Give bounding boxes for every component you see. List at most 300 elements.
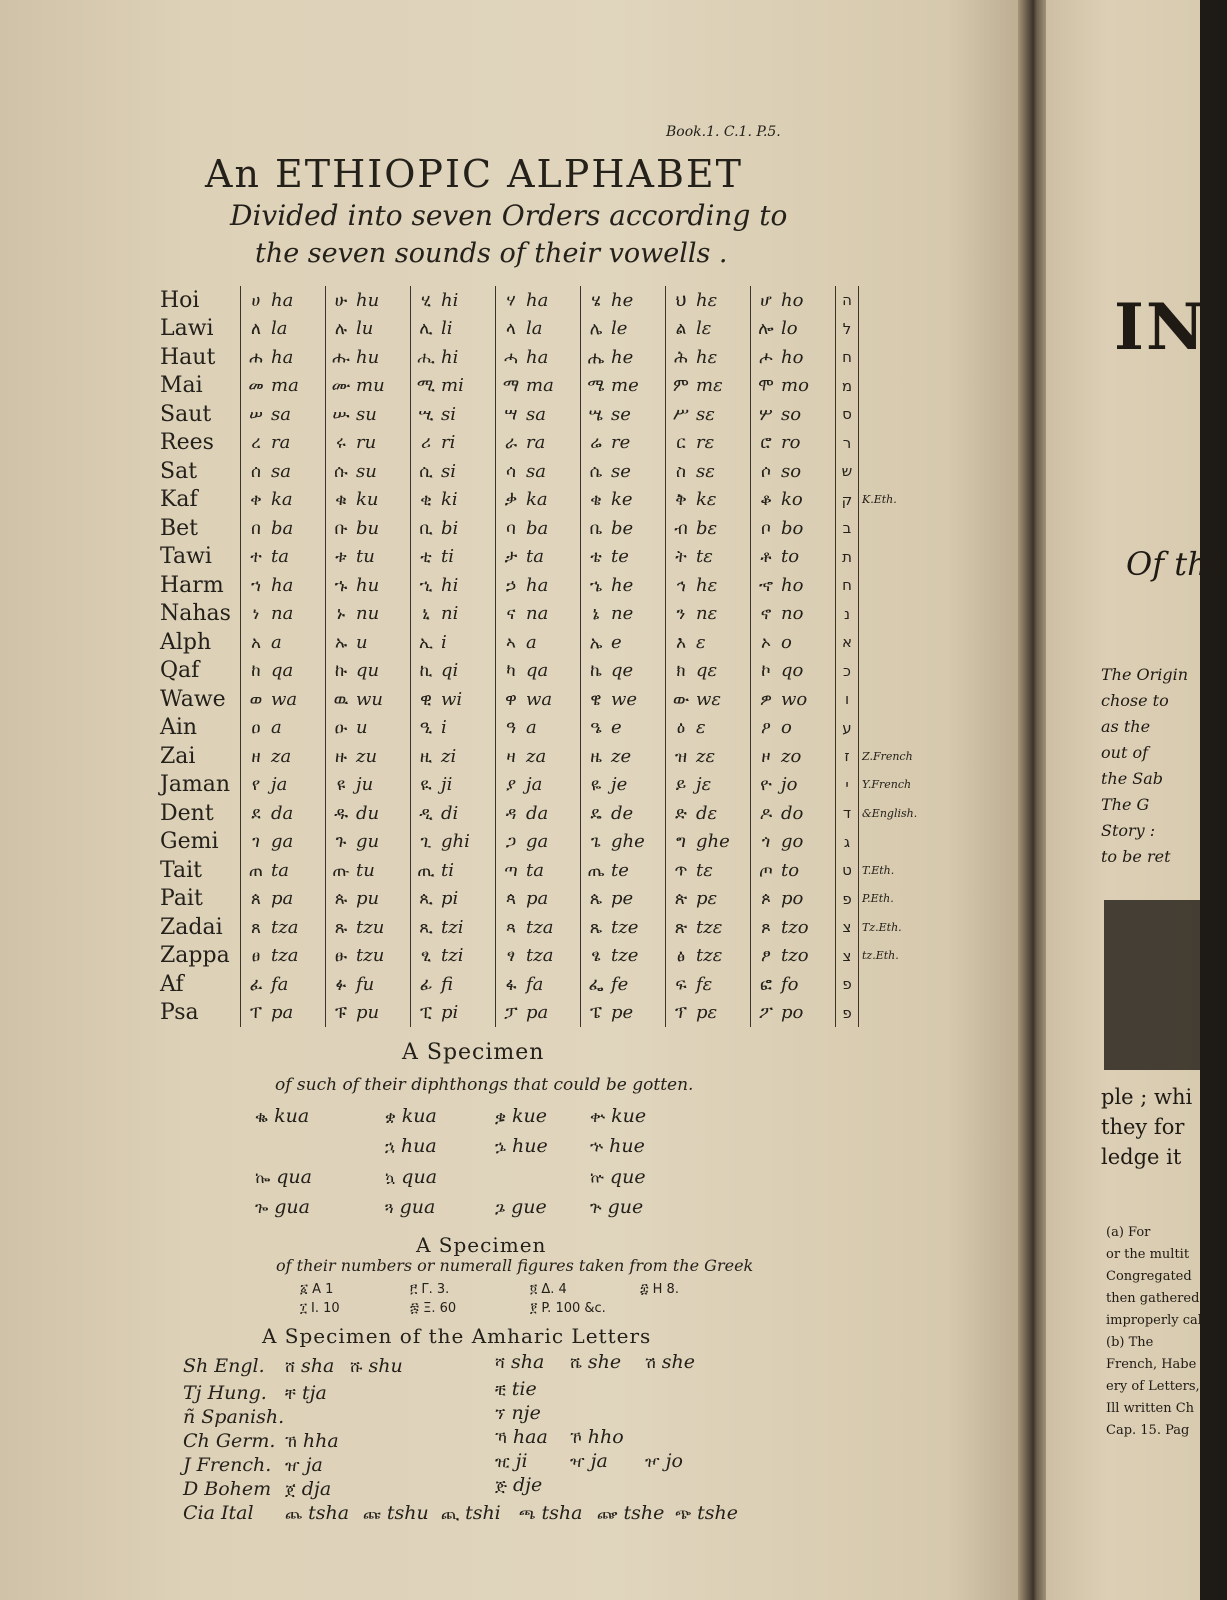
ethiopic-glyph: ሃ [506, 290, 516, 311]
right-footnote: or the multit [1106, 1247, 1190, 1262]
transliteration: tshe [623, 1502, 665, 1524]
alphabet-row [160, 856, 922, 885]
ethiopic-glyph: ዛ [506, 746, 516, 767]
ethiopic-glyph: ሠ [249, 404, 263, 425]
transliteration: pa [526, 1002, 549, 1024]
ethiopic-glyph: ባ [506, 518, 516, 539]
transliteration: pε [696, 1002, 718, 1024]
syllable-cell [751, 343, 836, 372]
ethiopic-glyph: ዶ [759, 803, 773, 824]
ethiopic-glyph: ሌ [589, 319, 603, 340]
ethiopic-glyph: ጣ [504, 860, 518, 881]
hebrew-letter: י [836, 771, 859, 800]
transliteration: mo [781, 375, 809, 397]
transliteration: ka [526, 489, 548, 511]
syllable-cell [411, 514, 496, 543]
side-note [859, 685, 923, 714]
transliteration: hε [696, 346, 718, 368]
transliteration: tzu [356, 916, 385, 938]
ethiopic-glyph: ሐ [249, 347, 263, 368]
letter-name: Ain [160, 715, 198, 741]
ethiopic-glyph: ሬ [590, 433, 602, 454]
ethiopic-glyph: ብ [674, 518, 688, 539]
hebrew-letter: ב [836, 514, 859, 543]
syllable-cell [411, 685, 496, 714]
syllable-cell [751, 286, 836, 315]
side-note [859, 543, 923, 572]
syllable-cell [241, 714, 326, 743]
transliteration: tzε [696, 945, 723, 967]
syllable-cell [411, 913, 496, 942]
ethiopic-glyph: ጵ [674, 889, 688, 910]
ethiopic-glyph: ታ [504, 547, 518, 568]
alphabet-row [160, 343, 922, 372]
syllable-cell [411, 286, 496, 315]
transliteration: wa [526, 688, 553, 710]
transliteration: ba [526, 517, 549, 539]
syllable-cell [751, 457, 836, 486]
hebrew-letter: פ [836, 999, 859, 1028]
ethiopic-glyph: ፋ [505, 974, 517, 995]
transliteration: gua [274, 1196, 310, 1218]
hebrew-letter: ד [836, 799, 859, 828]
ethiopic-glyph: ጻ [505, 917, 517, 938]
transliteration: wa [271, 688, 298, 710]
syllable-cell [751, 742, 836, 771]
transliteration: ti [441, 859, 454, 881]
ethiopic-glyph: ሂ [421, 290, 431, 311]
transliteration: di [441, 802, 459, 824]
ethiopic-glyph: ሀ [251, 290, 261, 311]
ethiopic-glyph: ጰ [250, 889, 262, 910]
ethiopic-glyph: ሖ [759, 347, 773, 368]
transliteration: i [441, 631, 447, 653]
side-note [859, 429, 923, 458]
transliteration: gu [356, 831, 380, 853]
alphabet-row [160, 999, 922, 1028]
syllable-cell [666, 942, 751, 971]
transliteration: tza [526, 945, 554, 967]
hebrew-letter: ה [836, 286, 859, 315]
ethiopic-glyph: ሓ [504, 347, 518, 368]
transliteration: pi [441, 1002, 459, 1024]
transliteration: bo [781, 517, 804, 539]
syllable-cell [241, 343, 326, 372]
syllable-cell [666, 714, 751, 743]
hebrew-letter: ק [836, 486, 859, 515]
alphabet-row [160, 714, 922, 743]
syllable-cell [751, 429, 836, 458]
ethiopic-glyph: ጩ [363, 1504, 381, 1523]
ethiopic-glyph: ጉ [335, 832, 347, 853]
right-text-line: they for [1101, 1115, 1185, 1139]
transliteration: qua [401, 1166, 438, 1188]
transliteration: tzi [441, 916, 464, 938]
right-footnote: then gathered [1106, 1291, 1200, 1306]
syllable-cell [496, 429, 581, 458]
ethiopic-glyph: ሤ [588, 404, 604, 425]
transliteration: na [271, 603, 294, 625]
transliteration: qe [611, 660, 634, 682]
side-note [859, 714, 923, 743]
transliteration: se [611, 460, 631, 482]
syllable-cell [666, 771, 751, 800]
letter-name: Af [160, 971, 184, 997]
transliteration: tza [526, 916, 554, 938]
transliteration: ho [781, 346, 804, 368]
side-note [859, 514, 923, 543]
side-note [859, 828, 923, 857]
ethiopic-glyph: ኄ [589, 575, 603, 596]
ethiopic-glyph: ሼ [570, 1353, 582, 1372]
diphthong-item [590, 1196, 643, 1218]
ethiopic-glyph: ሊ [419, 319, 433, 340]
ethiopic-glyph: ቂ [420, 490, 432, 511]
hebrew-letter: ת [836, 543, 859, 572]
ethiopic-glyph: ፑ [335, 1003, 347, 1024]
syllable-cell [326, 685, 411, 714]
ethiopic-glyph: ሳ [506, 461, 516, 482]
transliteration: nε [696, 603, 718, 625]
alphabet-row [160, 742, 922, 771]
transliteration: li [441, 318, 453, 340]
ethiopic-glyph: ዝ [674, 746, 688, 767]
alphabet-row [160, 970, 922, 999]
transliteration: he [611, 289, 634, 311]
syllable-cell [241, 742, 326, 771]
syllable-cell [241, 771, 326, 800]
transliteration: tshi [465, 1502, 501, 1524]
amharic-label: D Bohem [183, 1478, 272, 1500]
ethiopic-glyph: ም [673, 376, 689, 397]
transliteration: he [611, 346, 634, 368]
transliteration: hu [356, 574, 380, 596]
ethiopic-glyph: ዊ [420, 689, 432, 710]
syllable-cell [326, 856, 411, 885]
transliteration: nu [356, 603, 380, 625]
ethiopic-glyph: ቄ [590, 490, 602, 511]
numeral-item: ፲ I. 10 [300, 1301, 340, 1316]
transliteration: tza [271, 945, 299, 967]
transliteration: lε [696, 318, 712, 340]
ethiopic-glyph: ፖ [759, 1003, 773, 1024]
syllable-cell [581, 372, 666, 401]
transliteration: ga [271, 831, 294, 853]
ethiopic-glyph: ቺ [495, 1380, 506, 1399]
syllable-cell [241, 372, 326, 401]
transliteration: ha [526, 346, 549, 368]
ethiopic-glyph: ኬ [590, 661, 602, 682]
ethiopic-glyph: ፐ [250, 1003, 262, 1024]
transliteration: la [526, 318, 543, 340]
syllable-cell [496, 486, 581, 515]
hebrew-letter: מ [836, 372, 859, 401]
side-note [859, 970, 923, 999]
syllable-cell [581, 685, 666, 714]
numeral-item: ፬ Δ. 4 [530, 1282, 567, 1297]
ethiopic-glyph: ዕ [676, 718, 686, 739]
syllable-cell [496, 400, 581, 429]
ethiopic-glyph: ዖ [761, 718, 771, 739]
transliteration: haa [512, 1426, 548, 1448]
letter-name: Zadai [160, 914, 223, 940]
ethiopic-glyph: ረ [251, 433, 261, 454]
amharic-item [495, 1351, 544, 1373]
syllable-cell [326, 571, 411, 600]
transliteration: sa [526, 460, 546, 482]
transliteration: mε [696, 375, 723, 397]
syllable-cell [666, 514, 751, 543]
transliteration: hi [441, 574, 459, 596]
diphthong-item [495, 1105, 547, 1127]
amharic-item [495, 1378, 537, 1400]
syllable-cell [326, 942, 411, 971]
ethiopic-glyph: ጐ [255, 1198, 269, 1217]
ethiopic-glyph: የ [251, 775, 261, 796]
ethiopic-glyph: ኑ [336, 604, 346, 625]
syllable-cell [241, 885, 326, 914]
transliteration: ba [271, 517, 294, 539]
syllable-cell [496, 372, 581, 401]
transliteration: me [611, 375, 639, 397]
ethiopic-glyph: ጋ [505, 832, 517, 853]
syllable-cell [581, 885, 666, 914]
alphabet-row [160, 514, 922, 543]
amharic-item [285, 1454, 323, 1476]
syllable-cell [581, 457, 666, 486]
syllable-cell [496, 343, 581, 372]
hebrew-letter: ו [836, 685, 859, 714]
alphabet-row [160, 429, 922, 458]
ethiopic-glyph: ኖ [760, 604, 772, 625]
alphabet-row [160, 828, 922, 857]
transliteration: te [611, 546, 629, 568]
ethiopic-glyph: ሎ [758, 319, 774, 340]
ethiopic-glyph: ሄ [591, 290, 601, 311]
syllable-cell [326, 828, 411, 857]
transliteration: tu [356, 546, 375, 568]
alphabet-row [160, 457, 922, 486]
transliteration: re [611, 432, 631, 454]
transliteration: o [781, 631, 792, 653]
transliteration: we [611, 688, 638, 710]
syllable-cell [326, 286, 411, 315]
alphabet-row [160, 543, 922, 572]
ethiopic-glyph: ኻ [495, 1428, 507, 1447]
ethiopic-glyph: ኪ [419, 661, 433, 682]
syllable-cell [411, 828, 496, 857]
transliteration: hue [512, 1135, 548, 1157]
right-text-line: Story : [1101, 821, 1156, 840]
syllable-cell [581, 600, 666, 629]
letter-name: Nahas [160, 601, 231, 627]
side-note: Tz.Eth. [862, 920, 902, 934]
alphabet-row [160, 799, 922, 828]
right-text-line: The G [1101, 795, 1150, 814]
diphthong-item [385, 1166, 437, 1188]
ethiopic-glyph: ሦ [759, 404, 773, 425]
transliteration: to [781, 546, 800, 568]
transliteration: kue [512, 1105, 548, 1127]
transliteration: shu [368, 1355, 403, 1377]
ethiopic-glyph: ኤ [589, 632, 603, 653]
amharic-label: Ch Germ. [183, 1430, 276, 1452]
ethiopic-glyph: ዪ [420, 775, 432, 796]
transliteration: gue [511, 1196, 547, 1218]
syllable-cell [496, 657, 581, 686]
transliteration: tie [511, 1378, 537, 1400]
syllable-cell [496, 514, 581, 543]
syllable-cell [496, 742, 581, 771]
transliteration: tshu [386, 1502, 429, 1524]
syllable-cell [241, 514, 326, 543]
side-note: &English. [862, 806, 918, 820]
ethiopic-glyph: ኵ [590, 1168, 604, 1187]
amharic-item [285, 1502, 349, 1524]
ethiopic-glyph: ዦ [645, 1452, 660, 1471]
ethiopic-glyph: ድ [675, 803, 687, 824]
syllable-cell [496, 885, 581, 914]
diphthong-item [255, 1196, 310, 1218]
ethiopic-glyph: ጳ [505, 889, 517, 910]
transliteration: hε [696, 574, 718, 596]
syllable-cell [326, 514, 411, 543]
hebrew-letter: נ [836, 600, 859, 629]
hebrew-letter: ע [836, 714, 859, 743]
hebrew-letter: פ [836, 970, 859, 999]
syllable-cell [751, 714, 836, 743]
ethiopic-glyph: ሜ [587, 376, 605, 397]
amharic-item [495, 1474, 542, 1496]
ethiopic-glyph: ሽ [645, 1353, 656, 1372]
hebrew-letter: צ [836, 942, 859, 971]
ethiopic-glyph: ሒ [417, 347, 435, 368]
syllable-cell [666, 799, 751, 828]
ethiopic-glyph: ሉ [334, 319, 348, 340]
syllable-cell [751, 942, 836, 971]
transliteration: sa [271, 460, 291, 482]
transliteration: ta [271, 859, 289, 881]
numerals-caption: of their numbers or numerall figures taken from the Greek [276, 1256, 754, 1275]
ethiopic-glyph: ሶ [761, 461, 771, 482]
amharic-item [285, 1478, 331, 1500]
hebrew-letter: ט [836, 856, 859, 885]
ethiopic-glyph: ሕ [674, 347, 688, 368]
ethiopic-glyph: ሣ [504, 404, 518, 425]
amharic-label: J French. [183, 1454, 272, 1476]
syllable-cell [241, 457, 326, 486]
syllable-cell [581, 514, 666, 543]
right-text-line: as the [1101, 717, 1151, 736]
transliteration: wi [441, 688, 463, 710]
ethiopic-glyph: ኔ [592, 604, 600, 625]
alphabet-row [160, 286, 922, 315]
transliteration: fe [611, 973, 629, 995]
transliteration: ji [515, 1450, 528, 1472]
side-note [859, 600, 923, 629]
side-note [859, 400, 923, 429]
transliteration: ga [526, 831, 549, 853]
ethiopic-glyph: ፀ [251, 946, 261, 967]
transliteration: u [356, 717, 368, 739]
transliteration: tzu [356, 945, 385, 967]
syllable-cell [496, 913, 581, 942]
ethiopic-glyph: ይ [675, 775, 687, 796]
transliteration: he [611, 574, 634, 596]
transliteration: hi [441, 346, 459, 368]
syllable-cell [241, 600, 326, 629]
ethiopic-glyph: ቴ [590, 547, 602, 568]
ethiopic-glyph: ኌ [495, 1137, 507, 1156]
letter-name: Gemi [160, 829, 219, 855]
transliteration: da [271, 802, 294, 824]
transliteration: po [781, 888, 804, 910]
transliteration: e [611, 717, 622, 739]
ethiopic-glyph: ላ [506, 319, 516, 340]
ethiopic-glyph: ግ [676, 832, 686, 853]
transliteration: dε [696, 802, 718, 824]
amharic-item [675, 1502, 738, 1524]
transliteration: ha [271, 346, 294, 368]
syllable-cell [326, 628, 411, 657]
amharic-heading: A Specimen of the Amharic Letters [262, 1324, 652, 1348]
syllable-cell [751, 571, 836, 600]
ethiopic-glyph: ቌ [495, 1107, 507, 1126]
transliteration: ho [781, 289, 804, 311]
transliteration: go [781, 831, 804, 853]
syllable-cell [241, 429, 326, 458]
transliteration: pa [526, 888, 549, 910]
letter-name: Wawe [160, 686, 226, 712]
transliteration: te [611, 859, 629, 881]
ethiopic-glyph: ሴ [589, 461, 603, 482]
ethiopic-glyph: ን [676, 604, 686, 625]
book-reference: Book.1. C.1. P.5. [666, 124, 781, 140]
transliteration: hho [587, 1426, 624, 1448]
ethiopic-glyph: ቃ [504, 490, 518, 511]
syllable-cell [666, 600, 751, 629]
syllable-cell [411, 714, 496, 743]
transliteration: qo [781, 660, 804, 682]
amharic-item [285, 1382, 327, 1404]
hebrew-letter: ש [836, 457, 859, 486]
syllable-cell [411, 400, 496, 429]
transliteration: ha [526, 289, 549, 311]
transliteration: pa [271, 888, 294, 910]
transliteration: u [356, 631, 368, 653]
syllable-cell [581, 628, 666, 657]
ethiopic-glyph: ጠ [248, 860, 264, 881]
letter-name: Zappa [160, 943, 230, 969]
transliteration: ta [271, 546, 289, 568]
letter-name: Tawi [160, 544, 212, 570]
letter-name: Harm [160, 572, 224, 598]
transliteration: qa [526, 660, 549, 682]
letter-name: Zai [160, 743, 196, 769]
ethiopic-glyph: ቁ [335, 490, 347, 511]
transliteration: ho [781, 574, 804, 596]
syllable-cell [581, 486, 666, 515]
transliteration: ki [441, 489, 458, 511]
ethiopic-glyph: ሮ [760, 433, 772, 454]
transliteration: do [781, 802, 804, 824]
ethiopic-glyph: ዬ [590, 775, 602, 796]
transliteration: ε [696, 717, 706, 739]
amharic-item [285, 1355, 334, 1377]
syllable-cell [751, 543, 836, 572]
transliteration: jε [696, 774, 712, 796]
syllable-cell [411, 429, 496, 458]
